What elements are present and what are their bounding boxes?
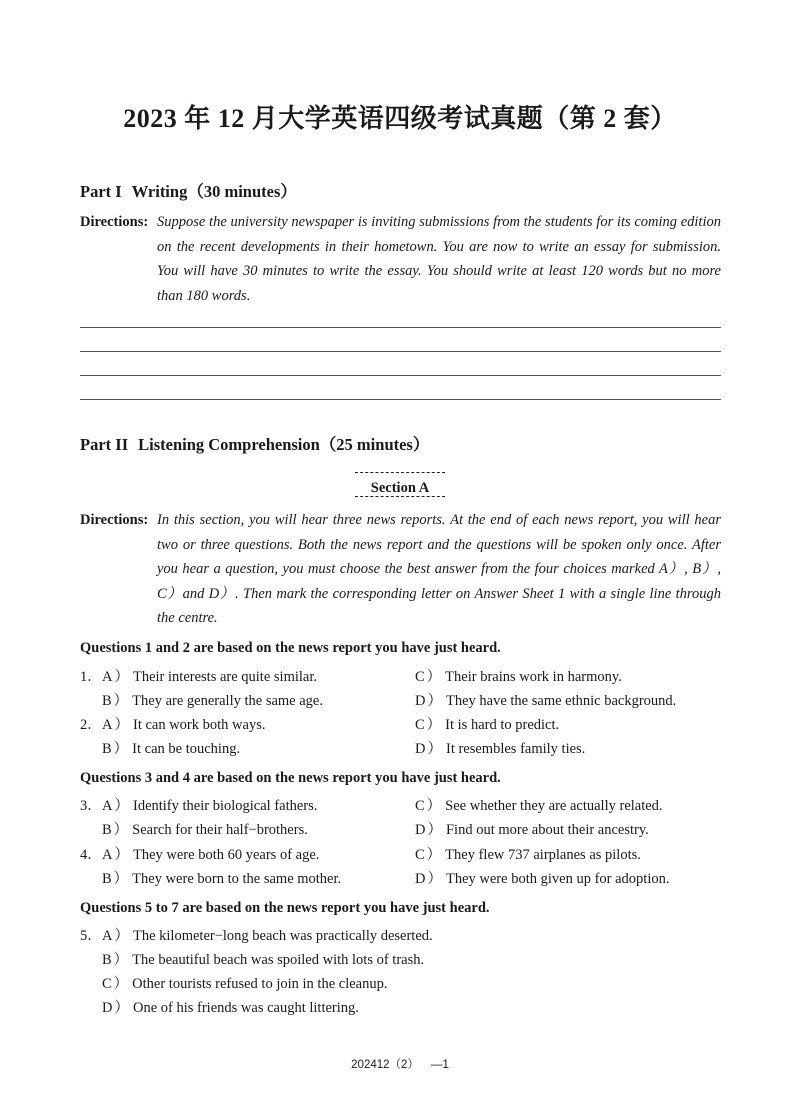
directions-label: Directions: [80, 214, 149, 230]
question-group-heading: Questions 3 and 4 are based on the news report you have just heard. [80, 770, 501, 786]
option: C ） It is hard to predict. [415, 717, 560, 733]
option: A ） It can work both ways. [102, 717, 266, 733]
section-divider [355, 472, 445, 473]
directions-text: Suppose the university newspaper is inviting submissions from the students for its coming edition on the recent developments in their hometown. You are now to write an essay for submission. You will have 30 minutes to write the essay. You should write at least 120 words but no more than 180 words. [157, 214, 721, 304]
option: D ） It resembles family ties. [415, 741, 586, 757]
writing-line [80, 399, 721, 400]
option: C ） Other tourists refused to join in the cleanup. [102, 976, 388, 992]
page-footer [0, 1056, 800, 1072]
directions-text: In this section, you will hear three news reports. At the end of each news report, you will hear two or three questions. Both the news report and the questions will be spoken only once. After you hear a question, you must choose the best answer from the four choices marked A）, B）, C）and D）. Then mark the corresponding letter on Answer Sheet 1 with a single line through the centre. [157, 512, 721, 626]
writing-line [80, 375, 721, 376]
option: D ） Find out more about their ancestry. [415, 822, 649, 838]
section-label: Section A [370, 480, 430, 496]
writing-line [80, 327, 721, 328]
option: C ） See whether they are actually related. [415, 798, 663, 814]
option: A ） The kilometer−long beach was practically deserted. [102, 928, 433, 944]
question-number: 5． [80, 928, 102, 944]
directions-label: Directions: [80, 512, 149, 528]
option: C ） They flew 737 airplanes as pilots. [415, 847, 641, 863]
part2-directions [80, 508, 721, 631]
part1-directions [80, 210, 721, 308]
writing-line [80, 351, 721, 352]
option: B ） Search for their half−brothers. [102, 822, 308, 838]
option: B ） It can be touching. [102, 741, 241, 757]
part2-label: Part II [80, 435, 129, 454]
option: C ） Their brains work in harmony. [415, 669, 622, 685]
option: B ） They are generally the same age. [102, 693, 323, 709]
option: A ） Their interests are quite similar. [102, 669, 317, 685]
part2-heading [80, 431, 429, 455]
section-divider [355, 496, 445, 497]
question-group-heading: Questions 1 and 2 are based on the news report you have just heard. [80, 640, 501, 656]
option: B ） The beautiful beach was spoiled with lots of trash. [102, 952, 425, 968]
part1-label: Part I [80, 182, 122, 201]
question-number: 3． [80, 798, 102, 814]
option: D ） One of his friends was caught littering. [102, 1000, 359, 1016]
question-number: 4． [80, 847, 102, 863]
question-number: 1． [80, 669, 102, 685]
part2-name: Listening Comprehension（25 minutes） [138, 435, 430, 454]
option: A ） They were both 60 years of age. [102, 847, 320, 863]
page-number: —1 [430, 1059, 449, 1071]
page-title: 2023 年 12 月大学英语四级考试真题（第 2 套） [123, 104, 677, 133]
exam-code: 202412（2） [351, 1059, 419, 1071]
part1-heading [80, 178, 297, 202]
option: A ） Identify their biological fathers. [102, 798, 318, 814]
option: B ） They were born to the same mother. [102, 871, 342, 887]
part1-name: Writing（30 minutes） [131, 182, 297, 201]
option: D ） They have the same ethnic background. [415, 693, 677, 709]
question-number: 2． [80, 717, 102, 733]
question-group-heading: Questions 5 to 7 are based on the news report you have just heard. [80, 900, 490, 916]
option: D ） They were both given up for adoption. [415, 871, 670, 887]
